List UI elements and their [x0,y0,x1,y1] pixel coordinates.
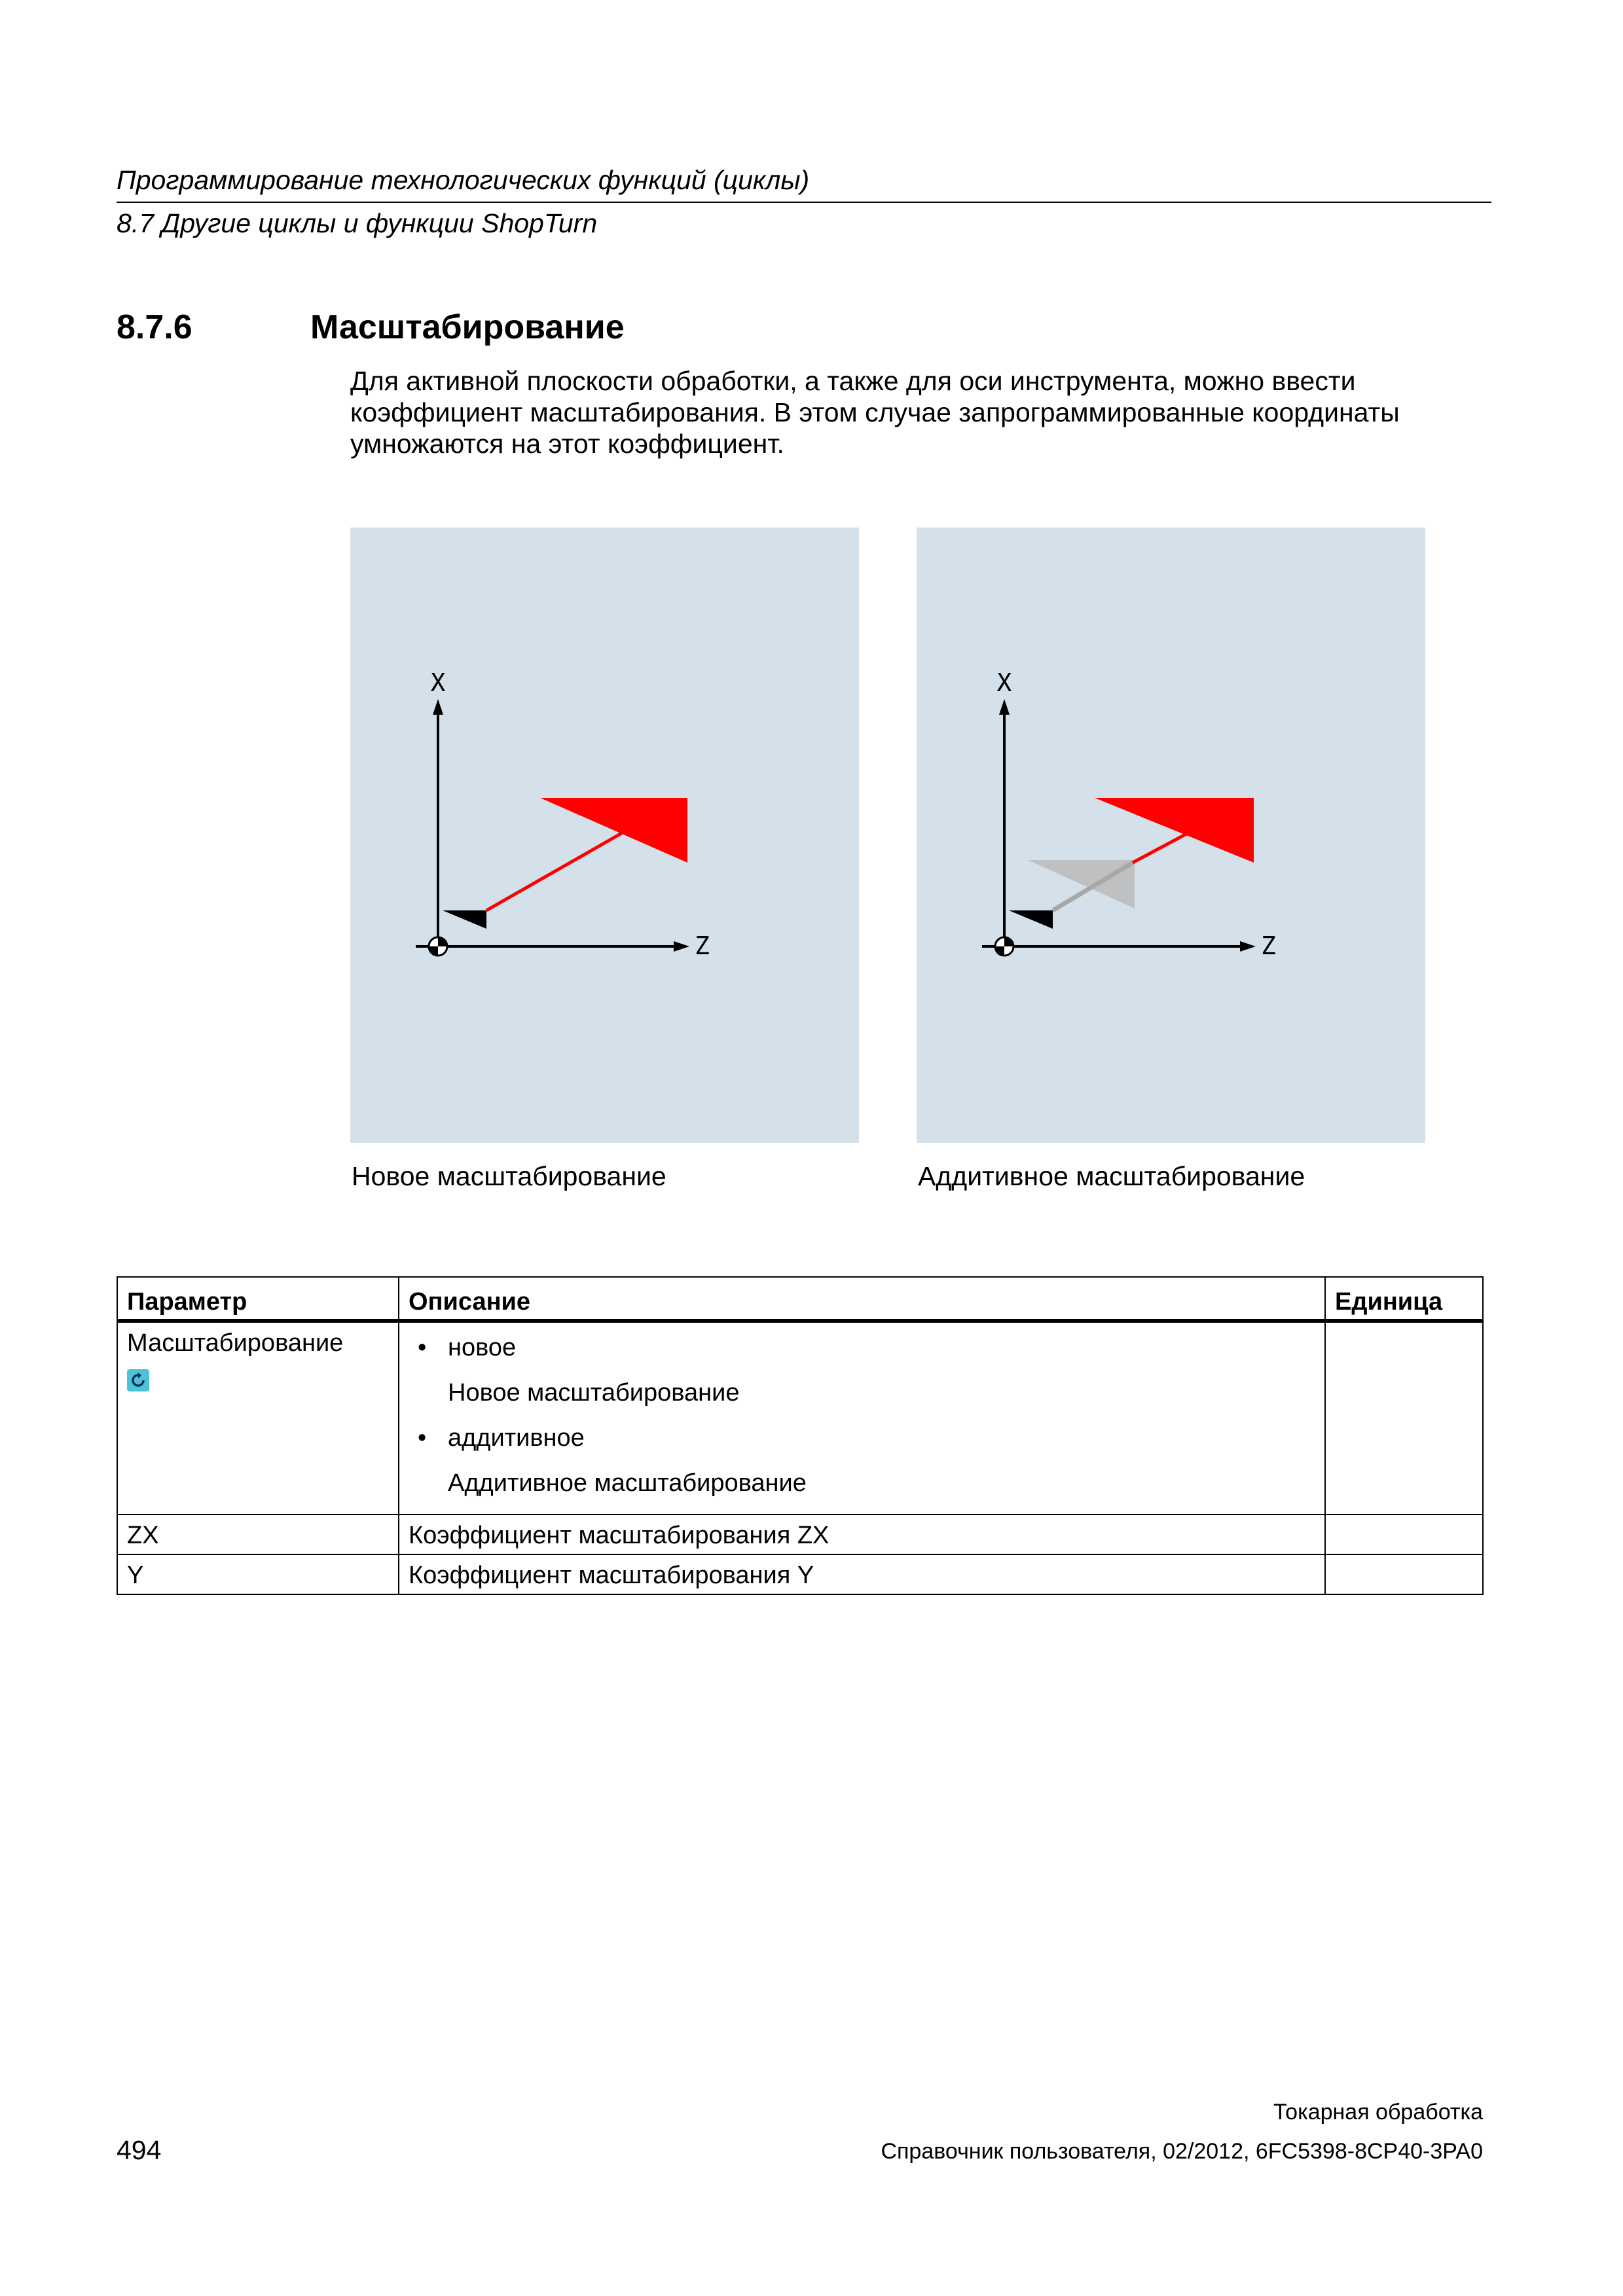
section-title: Масштабирование [310,308,625,346]
x-axis-label: X [996,668,1012,697]
table-header-row [117,1277,1483,1321]
x-axis [999,699,1010,946]
intro-line: умножаются на этот коэффициент. [350,429,784,459]
header-parameter: Параметр [117,1277,399,1321]
description-cell: Коэффициент масштабирования ZX [399,1515,1325,1554]
z-axis-label: Z [695,931,710,960]
intro-paragraph [350,365,1476,459]
tool-marker [443,910,486,929]
scaled-arrow [1095,798,1254,863]
z-axis [982,941,1256,952]
param-cell: Y [117,1554,399,1594]
x-axis [433,699,443,946]
table-row [117,1321,1483,1515]
figure-caption-additive: Аддитивное масштабирование [918,1161,1305,1191]
running-header-section: 8.7 Другие циклы и функции ShopTurn [117,208,598,238]
param-cell: ZX [117,1515,399,1554]
unit-cell [1325,1515,1483,1554]
header-rule [117,202,1491,203]
option-description: Новое масштабирование [448,1379,740,1407]
scaling-vector [1133,832,1190,863]
header-unit: Единица [1325,1277,1483,1321]
table-row [117,1515,1483,1554]
z-axis-label: Z [1261,931,1276,960]
new-scaling-diagram [350,528,859,1143]
tool-marker [1009,910,1053,929]
x-axis-label: X [430,668,446,697]
unit-cell [1325,1321,1483,1515]
origin-marker [429,937,447,956]
origin-marker [995,937,1013,956]
unit-cell [1325,1554,1483,1594]
bullet: • [418,1334,427,1361]
parameter-table [117,1276,1484,1595]
param-name: Масштабирование [127,1329,344,1357]
cycle-arrow-icon [130,1372,146,1388]
footer-manual-id: Справочник пользователя, 02/2012, 6FC5398-8CP40-3PA0 [881,2139,1483,2164]
table-row [117,1554,1483,1594]
header-description: Описание [399,1277,1325,1321]
option-label: новое [448,1334,517,1361]
section-number: 8.7.6 [117,308,192,346]
figure-caption-new: Новое масштабирование [352,1161,666,1191]
scaling-vector [486,832,624,910]
page-number: 494 [117,2135,162,2165]
ghost-arrow [1028,860,1135,908]
option-label: аддитивное [448,1424,585,1452]
scaled-arrow [540,798,687,863]
description-cell: Коэффициент масштабирования Y [399,1554,1325,1594]
figure-new-scaling [350,528,859,1143]
option-additive [409,1420,1315,1456]
option-new [409,1329,1315,1366]
description-cell [399,1321,1325,1515]
intro-line: Для активной плоскости обработки, а также для оси инструмента, можно ввести [350,366,1356,396]
option-description: Аддитивное масштабирование [448,1469,807,1497]
running-header-chapter: Программирование технологических функций (циклы) [117,165,810,195]
footer-book-title: Токарная обработка [1273,2100,1483,2125]
param-cell [117,1321,399,1515]
figure-additive-scaling [917,528,1425,1143]
additive-scaling-diagram [917,528,1425,1143]
intro-line: коэффициент масштабирования. В этом случае запрограммированные координаты [350,397,1400,427]
z-axis [416,941,689,952]
toggle-icon [127,1369,149,1391]
bullet: • [418,1424,427,1452]
